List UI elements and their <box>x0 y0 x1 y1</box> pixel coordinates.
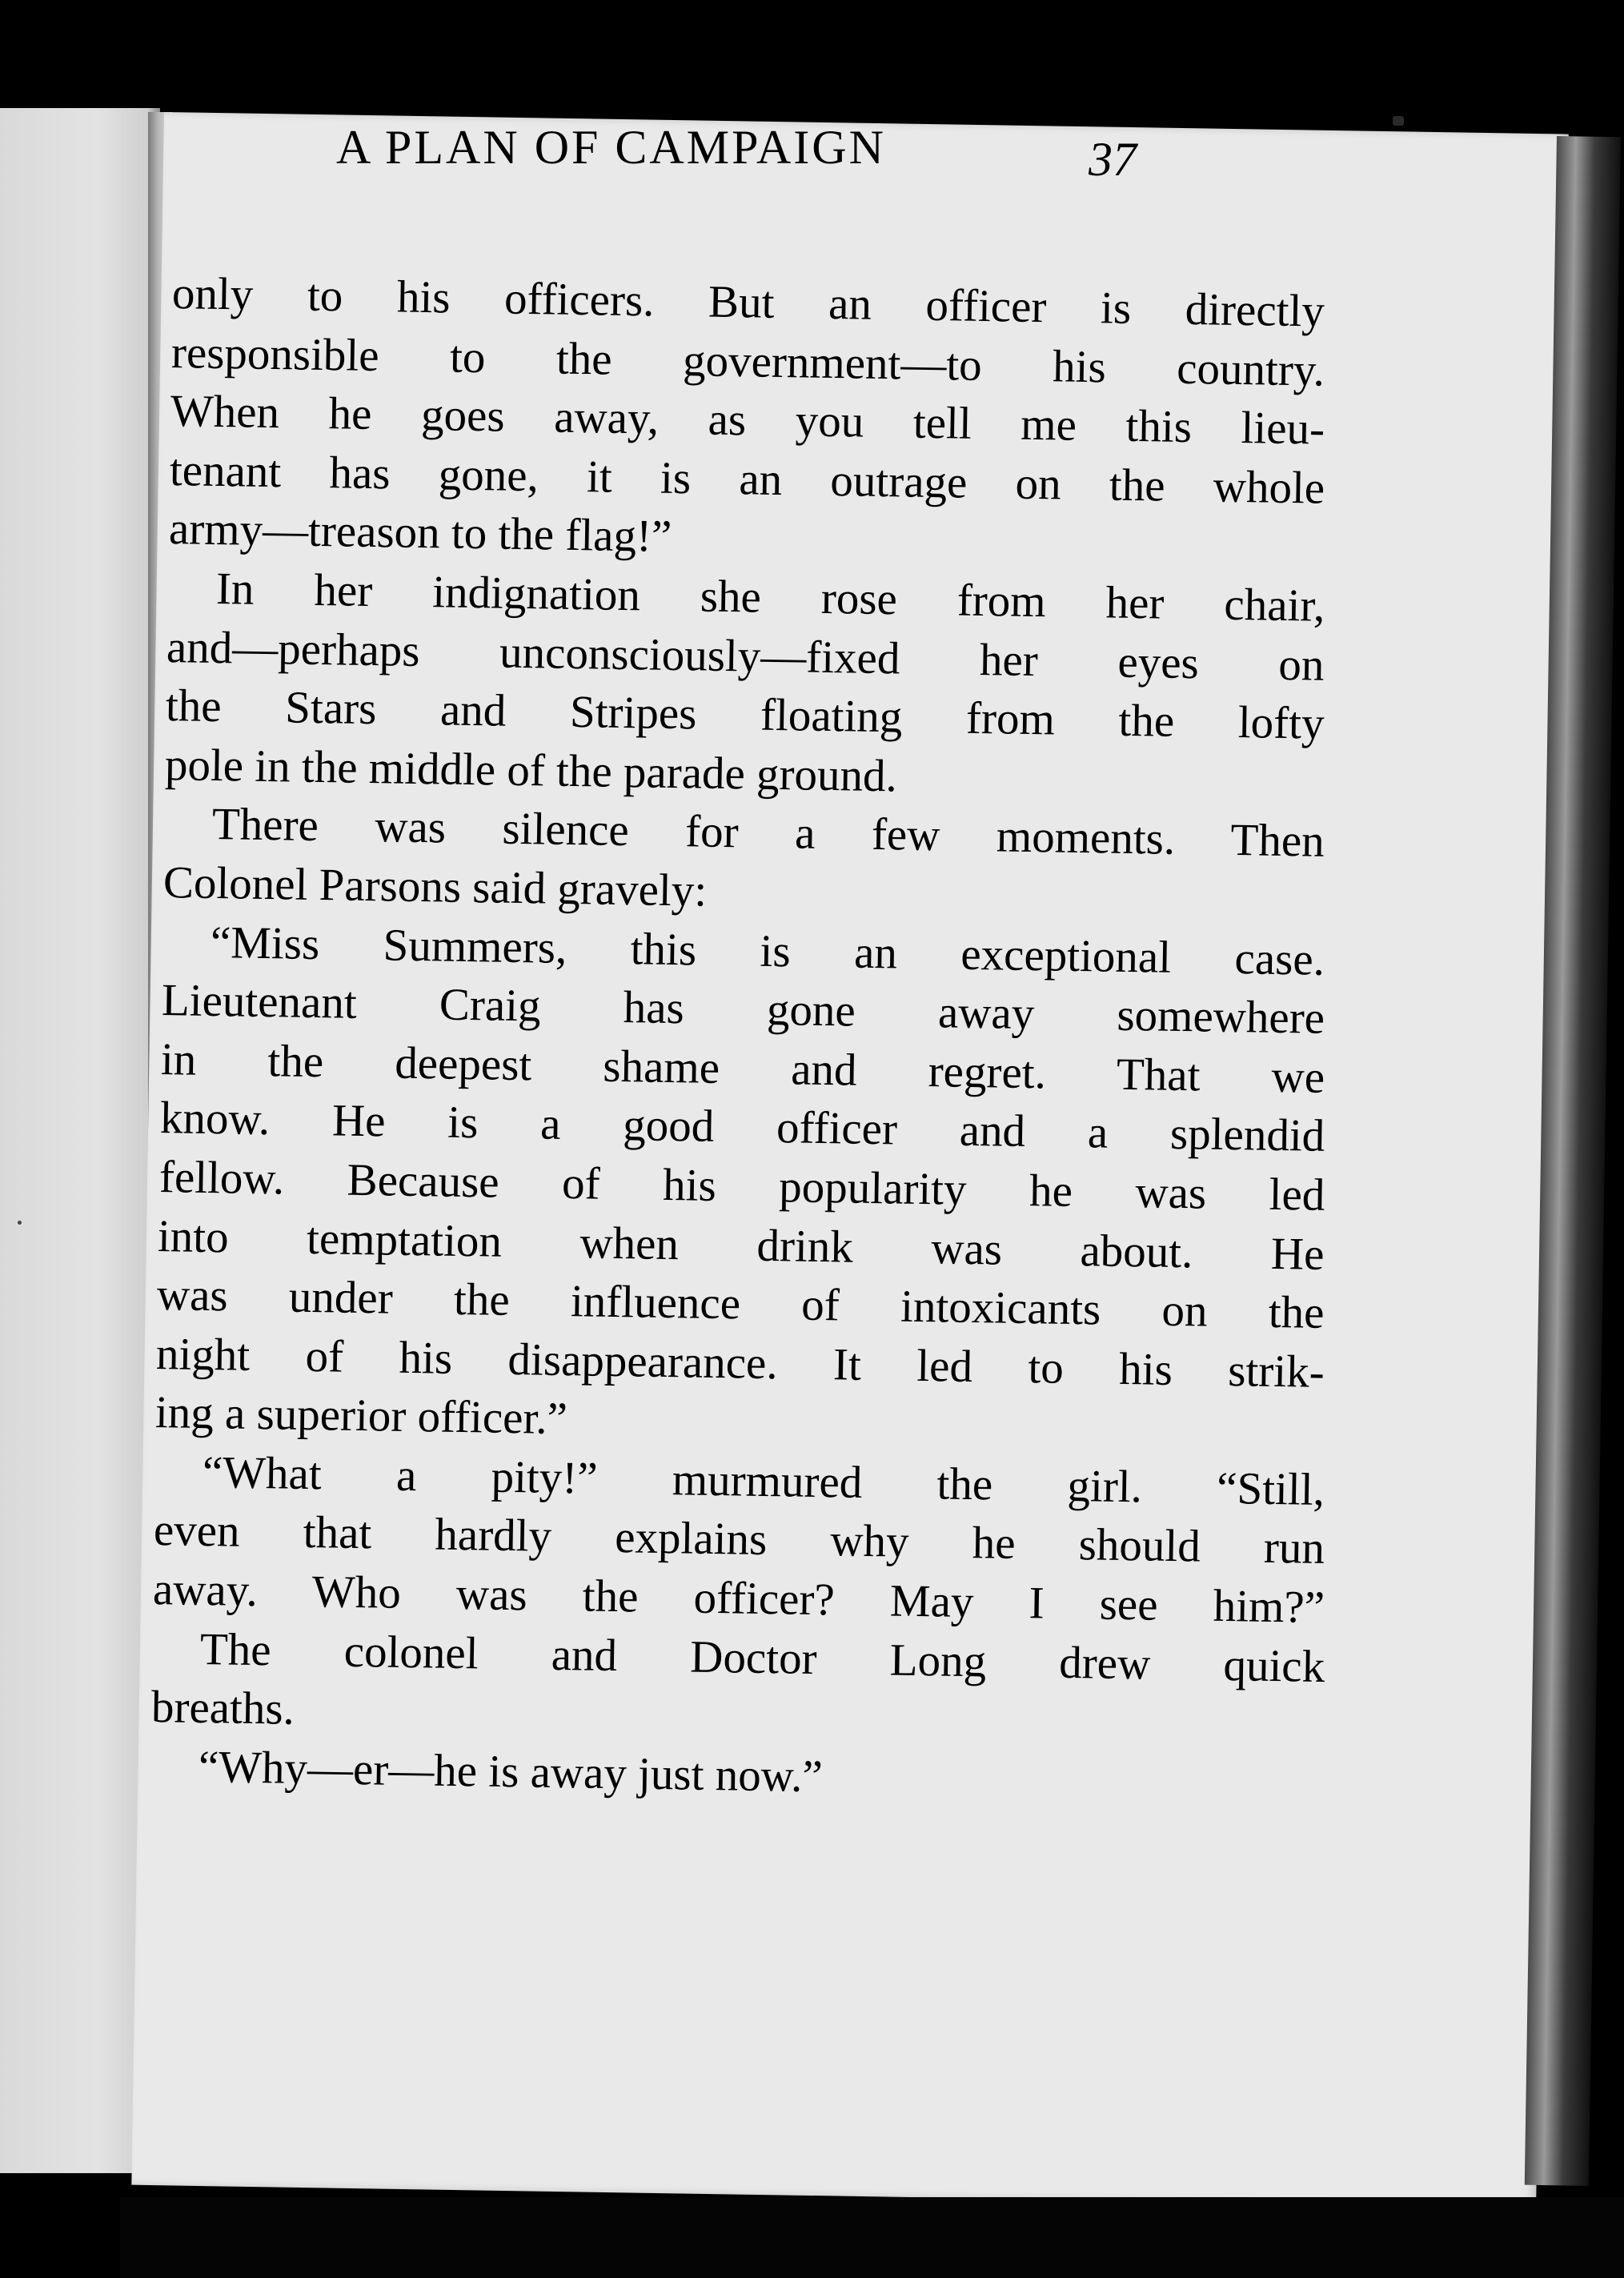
text-line: ing a superior officer.” <box>154 1387 568 1445</box>
text-line: responsible to the government—to his country. <box>170 327 1325 396</box>
running-head-title: A PLAN OF CAMPAIGN <box>336 121 886 174</box>
text-line: When he goes away, as you tell me this lieu- <box>170 386 1325 455</box>
text-line: “Miss Summers, this is an exceptional case. <box>210 916 1325 985</box>
text-line: night of his disappearance. It led to his strik- <box>155 1328 1325 1398</box>
text-line: There was silence for a few moments. Then <box>211 799 1325 868</box>
text-line: The colonel and Doctor Long drew quick <box>199 1623 1325 1692</box>
text-line: even that hardly explains why he should run <box>153 1505 1325 1574</box>
text-line: “What a pity!” murmured the girl. “Still, <box>202 1446 1325 1515</box>
text-line: into temptation when drink was about. He <box>157 1210 1325 1280</box>
text-line: tenant has gone, it is an outrage on the whole <box>169 444 1325 514</box>
text-line: Colonel Parsons said gravely: <box>162 856 708 916</box>
text-line: fellow. Because of his popularity he was led <box>158 1151 1325 1221</box>
text-line: was under the influence of intoxicants on the <box>156 1269 1325 1339</box>
scan-speck <box>1393 116 1404 126</box>
text-line: only to his officers. But an officer is directly <box>171 268 1325 337</box>
text-line: know. He is a good officer and a splendid <box>159 1093 1325 1162</box>
page-number: 37 <box>1089 133 1137 186</box>
text-line: army—treason to the flag!” <box>168 503 672 563</box>
scan-dot <box>18 1221 22 1225</box>
text-line: away. Who was the officer? May I see him?” <box>152 1564 1325 1634</box>
page-body-text <box>150 264 1325 1803</box>
text-line: breaths. <box>150 1682 295 1735</box>
text-line: pole in the middle of the parade ground. <box>164 739 898 802</box>
text-line: in the deepest shame and regret. That we <box>160 1033 1325 1103</box>
scan-background <box>120 2197 1624 2278</box>
text-line: In her indignation she rose from her chair, <box>215 563 1325 632</box>
text-line: “Why—er—he is away just now.” <box>198 1741 823 1803</box>
text-line: and—perhaps unconsciously—fixed her eyes on <box>166 621 1325 691</box>
text-line: the Stars and Stripes floating from the lofty <box>165 680 1325 749</box>
text-line: Lieutenant Craig has gone away somewhere <box>161 975 1325 1044</box>
